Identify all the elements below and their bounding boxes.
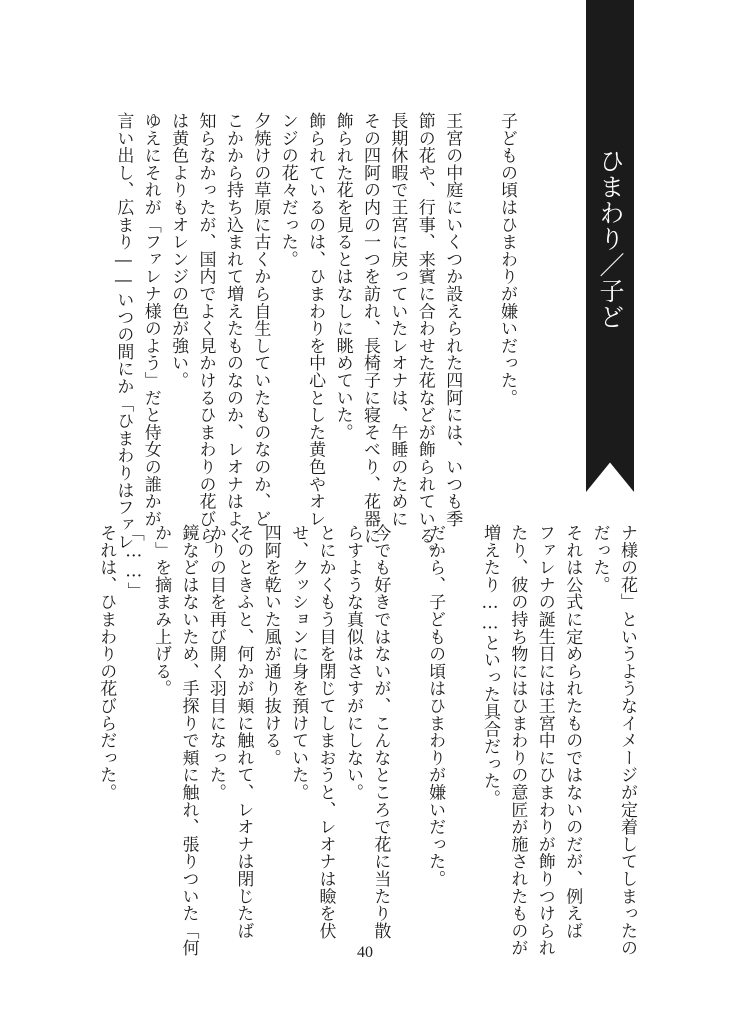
body-text-lower: ナ様の花」というようなイメージが定着してしまったの だった。 それは公式に定められたものではないのだが、例えば ファレナの誕生日には王宮中にひまわりが飾りつけられ たり、彼の持ち物にはひまわりの意匠が施されたものが 増えたり……といった具合だった。 だから、子どもの頃はひまわりが嫌いだった。 今でも好きではないが、こんなところで花に当たり散 らすような真似はさすがにしない。 とにかくもう目を閉じてしまおうと、レオナは瞼を伏 せ、クッションに身を預けていた。 四阿を乾いた風が通り抜ける。 そのときふと、何かが頬に触れて、レオナは閉じたば かりの目を再び開く羽目になった。 鏡などはないため、手探りで頬に触れ、張りついた「何 か」を摘まみ上げる。 「……」 それは、ひまわりの花びらだった。 xyxy=(96,524,637,957)
body-text-upper: 子どもの頃はひまわりが嫌いだった。 王宮の中庭にいくつか設えられた四阿には、いつも季 節の花や、行事、来賓に合わせた花などが飾られている。 長期休暇で王宮に戻っていたレオナは、午睡のために その四阿の内の一つを訪れ、長椅子に寝そべり、花器に 飾られた花を見るとはなしに眺めていた。 飾られているのは、ひまわりを中心とした黄色やオレ ンジの花々だった。 夕焼けの草原に古くから自生していたものなのか、ど こかから持ち込まれて増えたものなのか、レオナはよく 知らなかったが、国内でよく見かけるひまわりの花びら は黄色よりもオレンジの色が強い。 ゆえにそれが「ファレナ様のよう」だと侍女の誰かが 言い出し、広まり――いつの間にか「ひまわりはファレ xyxy=(113,112,517,562)
chapter-title: ひまわり／子ども xyxy=(548,148,625,330)
page-number: 40 xyxy=(357,944,373,961)
